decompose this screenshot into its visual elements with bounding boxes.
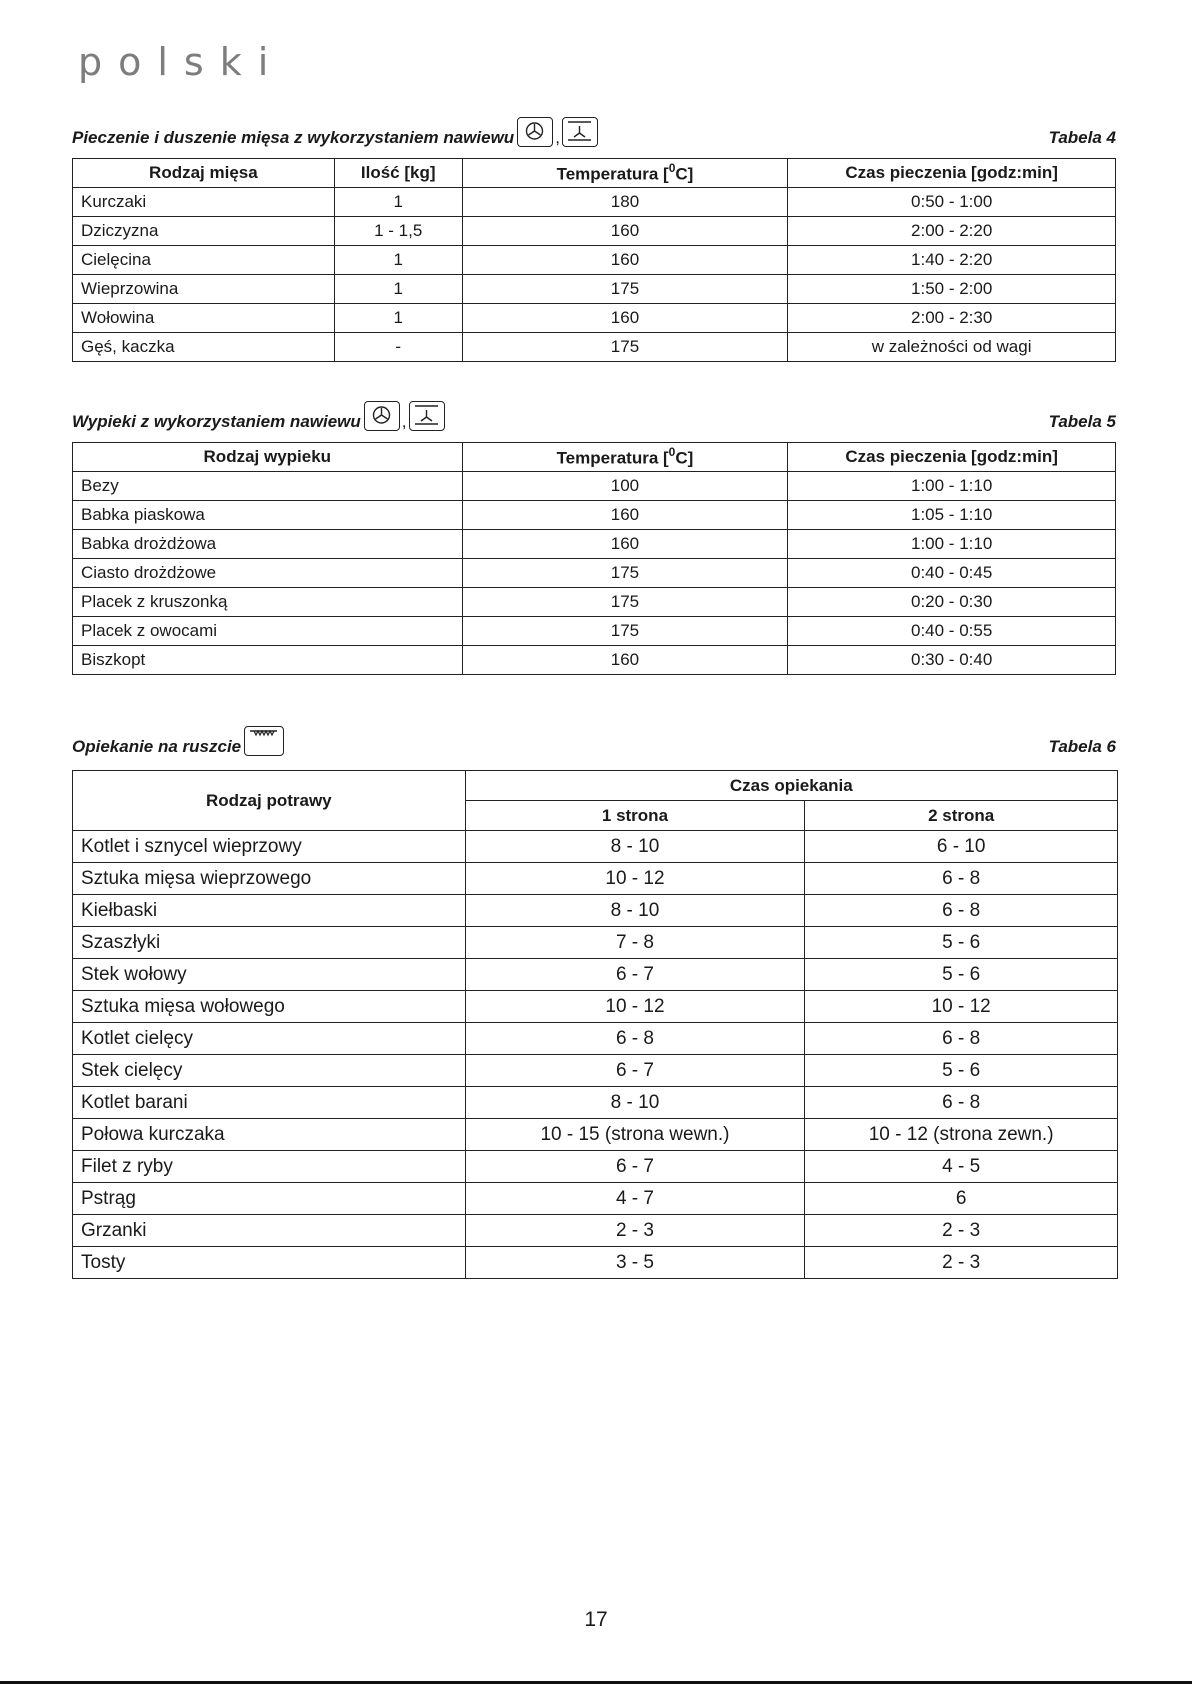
table-row: Sztuka mięsa wołowego 10 - 12 10 - 12 — [73, 991, 1118, 1023]
table4 — [72, 158, 1116, 362]
table-row: Kotlet barani 8 - 10 6 - 8 — [73, 1087, 1118, 1119]
table-row: Babka drożdżowa 160 1:00 - 1:10 — [73, 530, 1116, 559]
table-row: Bezy 100 1:00 - 1:10 — [73, 472, 1116, 501]
table-row: Grzanki 2 - 3 2 - 3 — [73, 1215, 1118, 1247]
table-row: Ciasto drożdżowe 175 0:40 - 0:45 — [73, 559, 1116, 588]
fan-heater-icon — [562, 117, 598, 147]
col-header-temperature: Temperatura [$^0$C] — [462, 159, 788, 188]
table5-header — [72, 392, 1116, 432]
table-row: Sztuka mięsa wieprzowego 10 - 12 6 - 8 — [73, 863, 1118, 895]
table-row: Placek z kruszonką 175 0:20 - 0:30 — [73, 588, 1116, 617]
table4-number: Tabela 4 — [1048, 128, 1116, 147]
table-row: Stek cielęcy 6 - 7 5 - 6 — [73, 1055, 1118, 1087]
fan-icon — [517, 117, 553, 147]
table6-title-row — [72, 726, 284, 757]
table-row: Kotlet cielęcy 6 - 8 6 - 8 — [73, 1023, 1118, 1055]
bottom-rule — [0, 1681, 1192, 1684]
table-row: Filet z ryby 6 - 7 4 - 5 — [73, 1151, 1118, 1183]
table5-title-row: Wypieki z wykorzystaniem nawiewu , — [72, 401, 445, 432]
col-header-side-2: 2 strona — [805, 801, 1118, 831]
col-header-grilling-time: Czas opiekania — [465, 771, 1117, 801]
col-header-side-1: 1 strona — [465, 801, 805, 831]
table-row: Placek z owocami 175 0:40 - 0:55 — [73, 617, 1116, 646]
table4-header-row — [73, 159, 1116, 188]
page-number: 17 — [584, 1608, 608, 1631]
col-header-baking-time: Czas pieczenia [godz:min] — [788, 443, 1116, 472]
table-row: Tosty 3 - 5 2 - 3 — [73, 1247, 1118, 1279]
table6-header — [72, 717, 1116, 757]
fan-icon — [364, 401, 400, 431]
table4-title: Pieczenie i duszenie mięsa z wykorzystaniem nawiewu — [72, 128, 515, 147]
table4-header — [72, 108, 1116, 148]
table6-header-row-1 — [73, 771, 1118, 801]
table-row: Stek wołowy 6 - 7 5 - 6 — [73, 959, 1118, 991]
col-header-baking-time: Czas pieczenia [godz:min] — [788, 159, 1116, 188]
table6-number: Tabela 6 — [1048, 737, 1116, 756]
grill-icon — [244, 726, 284, 756]
table-row: Pstrąg 4 - 7 6 — [73, 1183, 1118, 1215]
table-row: Cielęcina 1 160 1:40 - 2:20 — [73, 246, 1116, 275]
table-row: Kotlet i sznycel wieprzowy 8 - 10 6 - 10 — [73, 831, 1118, 863]
table5-header-row — [73, 443, 1116, 472]
table-row: Wołowina 1 160 2:00 - 2:30 — [73, 304, 1116, 333]
table-row: Babka piaskowa 160 1:05 - 1:10 — [73, 501, 1116, 530]
table5-title: Wypieki z wykorzystaniem nawiewu — [72, 412, 361, 431]
col-header-dish-type: Rodzaj potrawy — [73, 771, 466, 831]
table-row: Połowa kurczaka 10 - 15 (strona wewn.) 10 - 12 (strona zewn.) — [73, 1119, 1118, 1151]
col-header-temperature: Temperatura [$^0$C] — [462, 443, 788, 472]
fan-heater-icon — [409, 401, 445, 431]
table-row: Kurczaki 1 180 0:50 - 1:00 — [73, 188, 1116, 217]
table-row: Biszkopt 160 0:30 - 0:40 — [73, 646, 1116, 675]
table5-number: Tabela 5 — [1048, 412, 1116, 431]
table-row: Wieprzowina 1 175 1:50 - 2:00 — [73, 275, 1116, 304]
language-label: polski — [78, 40, 285, 84]
col-header-meat-type: Rodzaj mięsa — [73, 159, 335, 188]
table-row: Gęś, kaczka - 175 w zależności od wagi — [73, 333, 1116, 362]
table5 — [72, 442, 1116, 675]
table4-title-row: Pieczenie i duszenie mięsa z wykorzystaniem nawiewu , — [72, 117, 598, 148]
table-row: Szaszłyki 7 - 8 5 - 6 — [73, 927, 1118, 959]
table6 — [72, 770, 1118, 1279]
table-row: Kiełbaski 8 - 10 6 - 8 — [73, 895, 1118, 927]
table6-title: Opiekanie na ruszcie — [72, 737, 242, 756]
col-header-pastry-type: Rodzaj wypieku — [73, 443, 463, 472]
table-row: Dziczyzna 1 - 1,5 160 2:00 - 2:20 — [73, 217, 1116, 246]
col-header-amount: Ilość [kg] — [334, 159, 462, 188]
